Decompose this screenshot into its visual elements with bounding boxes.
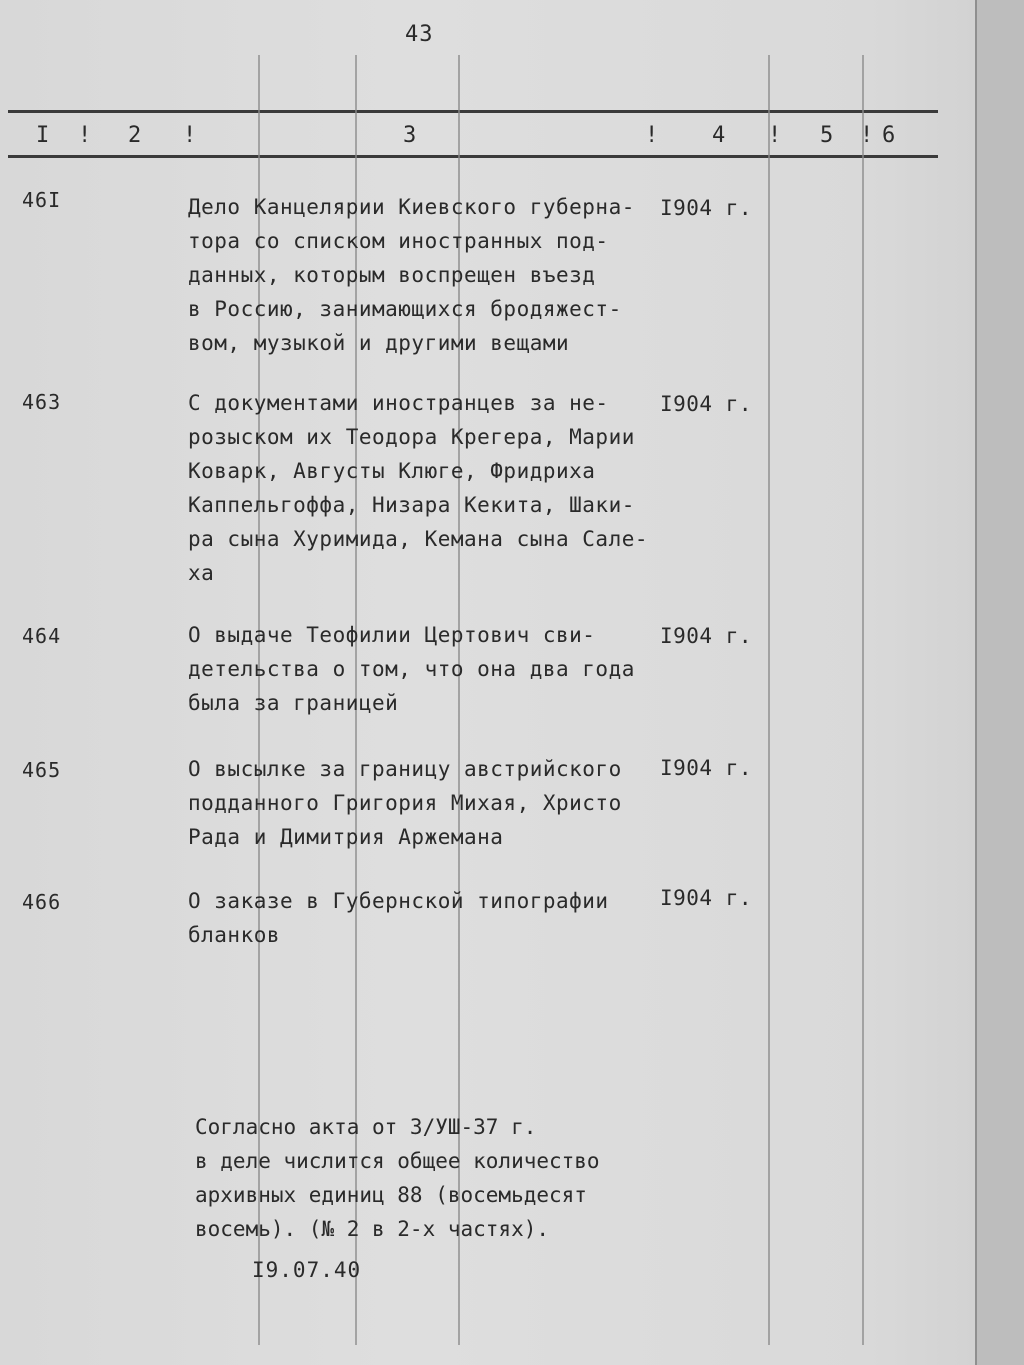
row-year: I904 г. — [660, 624, 753, 648]
page-edge — [975, 0, 1024, 1365]
header-top-rule — [8, 110, 938, 113]
column-line — [862, 55, 864, 1345]
header-separator: ! — [183, 123, 197, 148]
header-col-5: 5 — [820, 123, 834, 148]
header-separator: ! — [860, 123, 874, 148]
row-number: 463 — [22, 390, 62, 414]
row-description: О выдаче Теофилии Цертович сви- детельства о том, что она два года была за границей — [188, 623, 635, 715]
row-year: I904 г. — [660, 392, 753, 416]
row-description: О заказе в Губернской типографии бланков — [188, 889, 609, 947]
header-col-3: 3 — [403, 123, 417, 148]
header-col-6: 6 — [882, 123, 896, 148]
header-col-2: 2 — [128, 123, 142, 148]
row-number: 465 — [22, 758, 62, 782]
row-year: I904 г. — [660, 886, 753, 910]
row-number: 46I — [22, 188, 62, 212]
page-number: 43 — [405, 22, 434, 47]
header-bottom-rule — [8, 155, 938, 158]
header-col-4: 4 — [712, 123, 726, 148]
row-description: Дело Канцелярии Киевского губерна- тора со списком иностранных под- данных, которым воспрещен въезд в Россию, занимающихся бродяжест- вом, музыкой и другими вещами — [188, 195, 635, 355]
row-number: 466 — [22, 890, 62, 914]
header-col-1: I — [36, 123, 50, 148]
header-separator: ! — [768, 123, 782, 148]
row-year: I904 г. — [660, 756, 753, 780]
row-number: 464 — [22, 624, 62, 648]
row-year: I904 г. — [660, 196, 753, 220]
row-description: О высылке за границу австрийского подданного Григория Михая, Христо Рада и Димитрия Аржемана — [188, 757, 622, 849]
certification-note: Согласно акта от 3/УШ-37 г. в деле числится общее количество архивных единиц 88 (восемьдесят восемь). (№ 2 в 2-х частях). — [195, 1115, 600, 1241]
header-separator: ! — [78, 123, 92, 148]
header-separator: ! — [645, 123, 659, 148]
column-line — [768, 55, 770, 1345]
note-date: I9.07.40 — [252, 1258, 362, 1282]
row-description: С документами иностранцев за не- розыском их Теодора Крегера, Марии Коварк, Августы Клюге, Фридриха Каппельгоффа, Низара Кекита, Шаки- ра сына Хуримида, Кемана сына Сале- ха — [188, 391, 649, 585]
